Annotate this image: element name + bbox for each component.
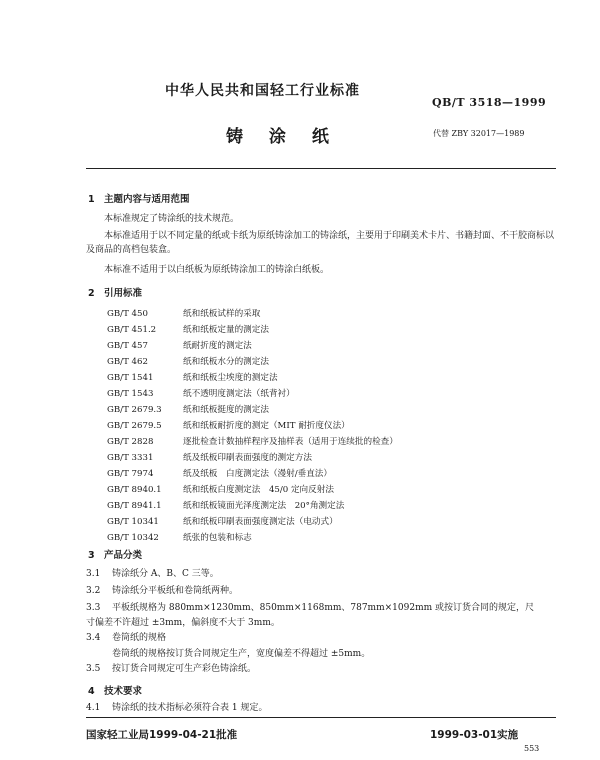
reference-item — [107, 403, 547, 419]
reference-code: GB/T 3331 — [107, 453, 154, 463]
clause-number: 3.5 — [86, 664, 101, 674]
section-number: 3 — [88, 550, 95, 561]
clause-number: 3.4 — [86, 633, 101, 643]
reference-code: GB/T 2679.3 — [107, 405, 162, 415]
reference-code: GB/T 2679.5 — [107, 421, 162, 431]
approval-note: 国家轻工业局1999-04-21批准 — [86, 729, 238, 741]
clause-text: 铸涂纸分 A、B、C 三等。 — [112, 569, 219, 579]
reference-title: 纸和纸板定量的测定法 — [183, 325, 269, 335]
footer-rule — [86, 717, 556, 718]
clause-item — [86, 567, 556, 581]
clause-text: 平板纸规格为 880mm×1230mm、850mm×1168mm、787mm×1092mm 或按订货合同的规定，尺 — [112, 603, 535, 613]
replaces-note: 代替 ZBY 32017—1989 — [433, 129, 525, 138]
clause-text: 按订货合同规定可生产彩色铸涂纸。 — [112, 664, 257, 674]
reference-title: 纸和纸板试样的采取 — [183, 309, 261, 319]
reference-code: GB/T 462 — [107, 357, 148, 367]
reference-item — [107, 467, 547, 483]
clause-item — [86, 701, 556, 715]
clause-item — [86, 631, 556, 645]
reference-list — [107, 307, 547, 547]
reference-item — [107, 451, 547, 467]
effective-date: 1999-03-01实施 — [430, 729, 519, 741]
section-3-heading — [88, 547, 142, 561]
reference-item — [107, 339, 547, 355]
reference-item — [107, 371, 547, 387]
reference-code: GB/T 7974 — [107, 469, 154, 479]
reference-title: 纸和纸板水分的测定法 — [183, 357, 269, 367]
clause-text: 铸涂纸的技术指标必须符合表 1 规定。 — [112, 703, 268, 713]
document-title: 铸 涂 纸 — [226, 127, 339, 147]
section-number: 2 — [88, 288, 95, 299]
reference-code: GB/T 10342 — [107, 533, 159, 543]
page-number: 553 — [524, 744, 540, 753]
reference-code: GB/T 8940.1 — [107, 485, 162, 495]
reference-code: GB/T 2828 — [107, 437, 154, 447]
section-number: 4 — [88, 686, 95, 697]
reference-title: 纸张的包装和标志 — [183, 533, 252, 543]
clause-item — [86, 601, 556, 615]
reference-title: 纸和纸板印刷表面强度测定法（电动式） — [183, 517, 338, 527]
reference-code: GB/T 457 — [107, 341, 148, 351]
clause-text: 铸涂纸分平板纸和卷筒纸两种。 — [112, 586, 239, 596]
reference-title: 纸和纸板挺度的测定法 — [183, 405, 269, 415]
paragraph: 本标准不适用于以白纸板为原纸铸涂加工的铸涂白纸板。 — [104, 265, 330, 275]
reference-item — [107, 387, 547, 403]
reference-code: GB/T 10341 — [107, 517, 159, 527]
reference-item — [107, 499, 547, 515]
reference-code: GB/T 8941.1 — [107, 501, 162, 511]
reference-item — [107, 515, 547, 531]
header-rule — [86, 168, 556, 169]
reference-code: GB/T 1543 — [107, 389, 154, 399]
reference-title: 纸和纸板耐折度的测定（MIT 耐折度仪法） — [183, 421, 350, 431]
clause-number: 3.2 — [86, 586, 101, 596]
section-4-heading — [88, 683, 142, 697]
reference-title: 纸及纸板印刷表面强度的测定方法 — [183, 453, 312, 463]
standard-organization: 中华人民共和国轻工行业标准 — [165, 83, 360, 99]
reference-item — [107, 531, 547, 547]
reference-title: 逐批检查计数抽样程序及抽样表（适用于连续批的检查） — [183, 437, 398, 447]
clause-number: 3.1 — [86, 569, 101, 579]
clause-item — [86, 662, 556, 676]
reference-title: 纸耐折度的测定法 — [183, 341, 252, 351]
reference-item — [107, 355, 547, 371]
reference-title: 纸和纸板白度测定法 45/0 定向反射法 — [183, 485, 334, 495]
section-title: 引用标准 — [104, 288, 143, 299]
reference-item — [107, 419, 547, 435]
reference-item — [107, 307, 547, 323]
section-title: 主题内容与适用范围 — [104, 194, 190, 205]
section-1-heading — [88, 191, 190, 205]
clause-continuation: 卷筒纸的规格按订货合同规定生产，宽度偏差不得超过 ±5mm。 — [112, 649, 371, 659]
reference-code: GB/T 1541 — [107, 373, 154, 383]
reference-title: 纸和纸板镜面光泽度测定法 20°角测定法 — [183, 501, 345, 511]
section-number: 1 — [88, 194, 95, 205]
paragraph: 本标准适用于以不同定量的纸或卡纸为原纸铸涂加工的铸涂纸，主要用于印刷美术卡片、书籍封面、不干胶商标以及商品的高档包装盒。 — [86, 231, 555, 255]
clause-text: 卷筒纸的规格 — [112, 633, 167, 643]
reference-title: 纸不透明度测定法（纸背衬） — [183, 389, 295, 399]
section-2-heading — [88, 285, 142, 299]
reference-item — [107, 435, 547, 451]
reference-code: GB/T 451.2 — [107, 325, 157, 335]
reference-code: GB/T 450 — [107, 309, 148, 319]
clause-item — [86, 584, 556, 598]
reference-item — [107, 323, 547, 339]
clause-number: 4.1 — [86, 703, 101, 713]
reference-title: 纸和纸板尘埃度的测定法 — [183, 373, 278, 383]
section-title: 产品分类 — [104, 550, 143, 561]
reference-item — [107, 483, 547, 499]
section-title: 技术要求 — [104, 686, 143, 697]
paragraph: 本标准规定了铸涂纸的技术规范。 — [104, 214, 240, 224]
standard-code: QB/T 3518—1999 — [432, 96, 547, 109]
clause-continuation: 寸偏差不许超过 ±3mm，偏斜度不大于 3mm。 — [86, 618, 280, 628]
reference-title: 纸及纸板 白度测定法（漫射/垂直法） — [183, 469, 332, 479]
clause-number: 3.3 — [86, 603, 101, 613]
